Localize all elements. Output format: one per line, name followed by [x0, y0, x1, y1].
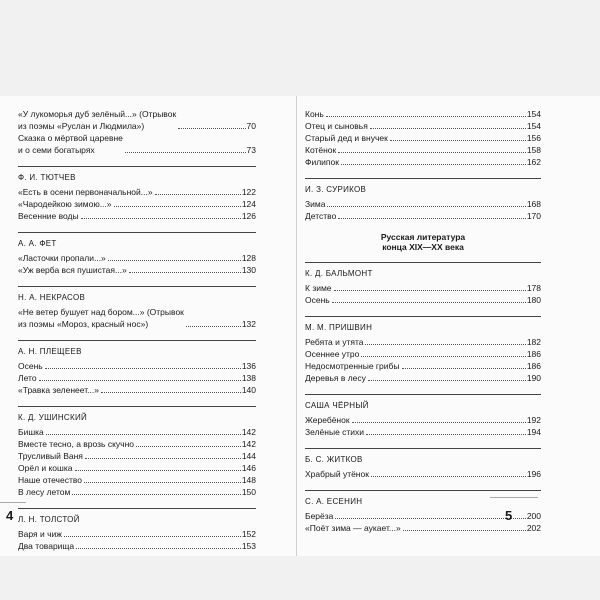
toc-entry [18, 486, 256, 498]
entry-title: «У лукоморья дуб зелёный...» (Отрывок из поэмы «Руслан и Людмила») [18, 109, 177, 131]
left-toc-column [18, 108, 256, 562]
toc-entry [18, 306, 256, 330]
toc-entry [305, 144, 541, 156]
entry-title: Орёл и кошка [18, 463, 73, 473]
toc-entry [18, 210, 256, 222]
dot-leader [326, 116, 526, 117]
toc-entry [305, 372, 541, 384]
author-name: Н. А. НЕКРАСОВ [18, 293, 86, 302]
toc-entry [18, 540, 256, 552]
entry-title: «Уж верба вся пушистая...» [18, 265, 127, 275]
entry-page-number: 142 [241, 439, 256, 449]
author-section [305, 178, 541, 222]
entry-title: Бишка [18, 427, 44, 437]
author-section [305, 316, 541, 384]
dot-leader [64, 536, 241, 537]
entry-page-number: 158 [526, 145, 541, 155]
entry-page-number: 126 [241, 211, 256, 221]
toc-entry [305, 282, 541, 294]
toc-entry [18, 426, 256, 438]
dot-leader [371, 476, 526, 477]
dot-leader [338, 218, 526, 219]
entry-page-number: 178 [526, 283, 541, 293]
entry-page-number: 138 [241, 373, 256, 383]
entry-page-number: 192 [526, 415, 541, 425]
toc-entry [305, 156, 541, 168]
dot-leader [125, 152, 246, 153]
entry-page-number: 202 [526, 523, 541, 533]
entry-page-number: 144 [241, 451, 256, 461]
entry-page-number: 200 [526, 511, 541, 521]
author-section [305, 108, 541, 168]
author-name: К. Д. УШИНСКИЙ [18, 413, 88, 422]
entry-page-number: 194 [526, 427, 541, 437]
entry-title: Конь [305, 109, 324, 119]
entry-page-number: 150 [241, 487, 256, 497]
entry-page-number: 142 [241, 427, 256, 437]
entry-title: Осень [18, 361, 43, 371]
toc-entry [305, 120, 541, 132]
dot-leader [178, 128, 245, 129]
entry-title: К зиме [305, 283, 332, 293]
entry-title: Берёза [305, 511, 334, 521]
entry-title: Два товарища [18, 541, 75, 551]
entry-title: Котёнок [305, 145, 337, 155]
entry-page-number: 168 [526, 199, 541, 209]
author-name: Б. С. ЖИТКОВ [305, 455, 363, 464]
author-section [18, 232, 256, 276]
toc-entry [305, 294, 541, 306]
entry-title: В лесу летом [18, 487, 71, 497]
entry-title: Ребята и утята [305, 337, 364, 347]
entry-title: «Травка зеленеет...» [18, 385, 99, 395]
section-block [305, 232, 541, 252]
author-name: Л. Н. ТОЛСТОЙ [18, 515, 80, 524]
author-name: М. М. ПРИШВИН [305, 323, 373, 332]
dot-leader [335, 518, 525, 519]
dot-leader [338, 152, 526, 153]
dot-leader [76, 548, 241, 549]
toc-entry [18, 450, 256, 462]
author-name: К. Д. БАЛЬМОНТ [305, 269, 373, 278]
entry-page-number: 73 [246, 145, 256, 155]
dot-leader [361, 356, 525, 357]
toc-entry [305, 132, 541, 144]
entry-page-number: 154 [526, 121, 541, 131]
entry-page-number: 154 [526, 109, 541, 119]
author-section [305, 394, 541, 438]
entry-title: Осень [305, 295, 330, 305]
author-section [18, 340, 256, 396]
toc-entry [305, 198, 541, 210]
dot-leader [129, 272, 241, 273]
dot-leader [327, 206, 525, 207]
entry-page-number: 180 [526, 295, 541, 305]
toc-entry [18, 198, 256, 210]
dot-leader [101, 392, 241, 393]
entry-page-number: 70 [246, 121, 256, 131]
dot-leader [352, 422, 526, 423]
dot-leader [85, 458, 241, 459]
author-name: А. А. ФЕТ [18, 239, 57, 248]
entry-title: Старый дед и внучек [305, 133, 388, 143]
toc-entry [18, 186, 256, 198]
toc-entry [18, 252, 256, 264]
toc-entry [18, 264, 256, 276]
author-section [18, 286, 256, 330]
entry-page-number: 132 [241, 319, 256, 329]
left-page-corner-rule [0, 502, 26, 503]
author-name: И. З. СУРИКОВ [305, 185, 367, 194]
entry-title: «Поёт зима — аукает...» [305, 523, 401, 533]
dot-leader [341, 164, 526, 165]
entry-page-number: 140 [241, 385, 256, 395]
entry-title: «Ласточки пропали...» [18, 253, 106, 263]
dot-leader [366, 434, 526, 435]
entry-page-number: 146 [241, 463, 256, 473]
entry-title: Варя и чиж [18, 529, 62, 539]
dot-leader [390, 140, 526, 141]
entry-title: Трусливый Ваня [18, 451, 83, 461]
toc-entry [18, 528, 256, 540]
entry-page-number: 190 [526, 373, 541, 383]
toc-entry [305, 108, 541, 120]
author-section [305, 262, 541, 306]
dot-leader [370, 128, 526, 129]
left-page [0, 96, 297, 556]
entry-title: Осеннее утро [305, 349, 360, 359]
entry-page-number: 153 [241, 541, 256, 551]
author-name: А. Н. ПЛЕЩЕЕВ [18, 347, 82, 356]
author-section [305, 448, 541, 480]
entry-title: «Чародейкою зимою...» [18, 199, 112, 209]
entry-title: Филипок [305, 157, 339, 167]
entry-title: Детство [305, 211, 337, 221]
toc-entry [18, 474, 256, 486]
entry-title: Храбрый утёнок [305, 469, 369, 479]
dot-leader [39, 380, 241, 381]
dot-leader [332, 302, 526, 303]
toc-entry [18, 384, 256, 396]
toc-entry [305, 336, 541, 348]
author-section [18, 108, 256, 156]
toc-entry [18, 372, 256, 384]
dot-leader [114, 206, 241, 207]
left-page-number: 4 [6, 508, 14, 523]
entry-page-number: 148 [241, 475, 256, 485]
author-name: Ф. И. ТЮТЧЕВ [18, 173, 76, 182]
toc-entry [305, 414, 541, 426]
dot-leader [136, 446, 241, 447]
dot-leader [108, 260, 241, 261]
dot-leader [403, 530, 526, 531]
entry-page-number: 196 [526, 469, 541, 479]
entry-title: Зима [305, 199, 326, 209]
toc-entry [305, 426, 541, 438]
author-name: С. А. ЕСЕНИН [305, 497, 363, 506]
entry-page-number: 162 [526, 157, 541, 167]
entry-page-number: 156 [526, 133, 541, 143]
author-section [18, 508, 256, 552]
entry-title: Весенние воды [18, 211, 79, 221]
entry-page-number: 186 [526, 361, 541, 371]
entry-page-number: 136 [241, 361, 256, 371]
entry-title: Жеребёнок [305, 415, 350, 425]
author-section [18, 406, 256, 498]
right-toc-column [305, 108, 541, 544]
toc-entry [305, 468, 541, 480]
right-page-number: 5 [505, 508, 513, 523]
entry-title: Вместе тесно, а врозь скучно [18, 439, 135, 449]
dot-leader [75, 470, 241, 471]
right-page-corner-rule [490, 497, 538, 498]
dot-leader [402, 368, 526, 369]
entry-page-number: 152 [241, 529, 256, 539]
dot-leader [84, 482, 241, 483]
entry-title: Наше отечество [18, 475, 83, 485]
entry-title: Сказка о мёртвой царевне и о семи богатырях [18, 133, 123, 155]
dot-leader [72, 494, 240, 495]
entry-title: Отец и сыновья [305, 121, 368, 131]
dot-leader [368, 380, 526, 381]
entry-title: Недосмотренные грибы [305, 361, 400, 371]
entry-title: «Не ветер бушует над бором...» (Отрывок из поэмы «Мороз, красный нос») [18, 307, 184, 329]
dot-leader [155, 194, 241, 195]
toc-entry [18, 360, 256, 372]
author-name: САША ЧЁРНЫЙ [305, 401, 369, 410]
entry-page-number: 182 [526, 337, 541, 347]
entry-page-number: 186 [526, 349, 541, 359]
toc-entry [305, 210, 541, 222]
toc-entry [18, 438, 256, 450]
toc-entry [18, 132, 256, 156]
entry-page-number: 128 [241, 253, 256, 263]
dot-leader [46, 434, 241, 435]
entry-title: Зелёные стихи [305, 427, 365, 437]
toc-entry [18, 462, 256, 474]
toc-entry [18, 108, 256, 132]
entry-page-number: 170 [526, 211, 541, 221]
entry-title: «Есть в осени первоначальной...» [18, 187, 153, 197]
toc-entry [305, 348, 541, 360]
right-page [297, 96, 600, 556]
dot-leader [334, 290, 526, 291]
entry-title: Лето [18, 373, 37, 383]
dot-leader [81, 218, 241, 219]
entry-title: Деревья в лесу [305, 373, 366, 383]
toc-entry [305, 360, 541, 372]
dot-leader [186, 326, 241, 327]
dot-leader [45, 368, 241, 369]
entry-page-number: 130 [241, 265, 256, 275]
toc-entry [305, 522, 541, 534]
entry-page-number: 122 [241, 187, 256, 197]
dot-leader [365, 344, 525, 345]
author-section [18, 166, 256, 222]
section-heading: Русская литература конца XIX—XX века [380, 232, 466, 252]
entry-page-number: 124 [241, 199, 256, 209]
